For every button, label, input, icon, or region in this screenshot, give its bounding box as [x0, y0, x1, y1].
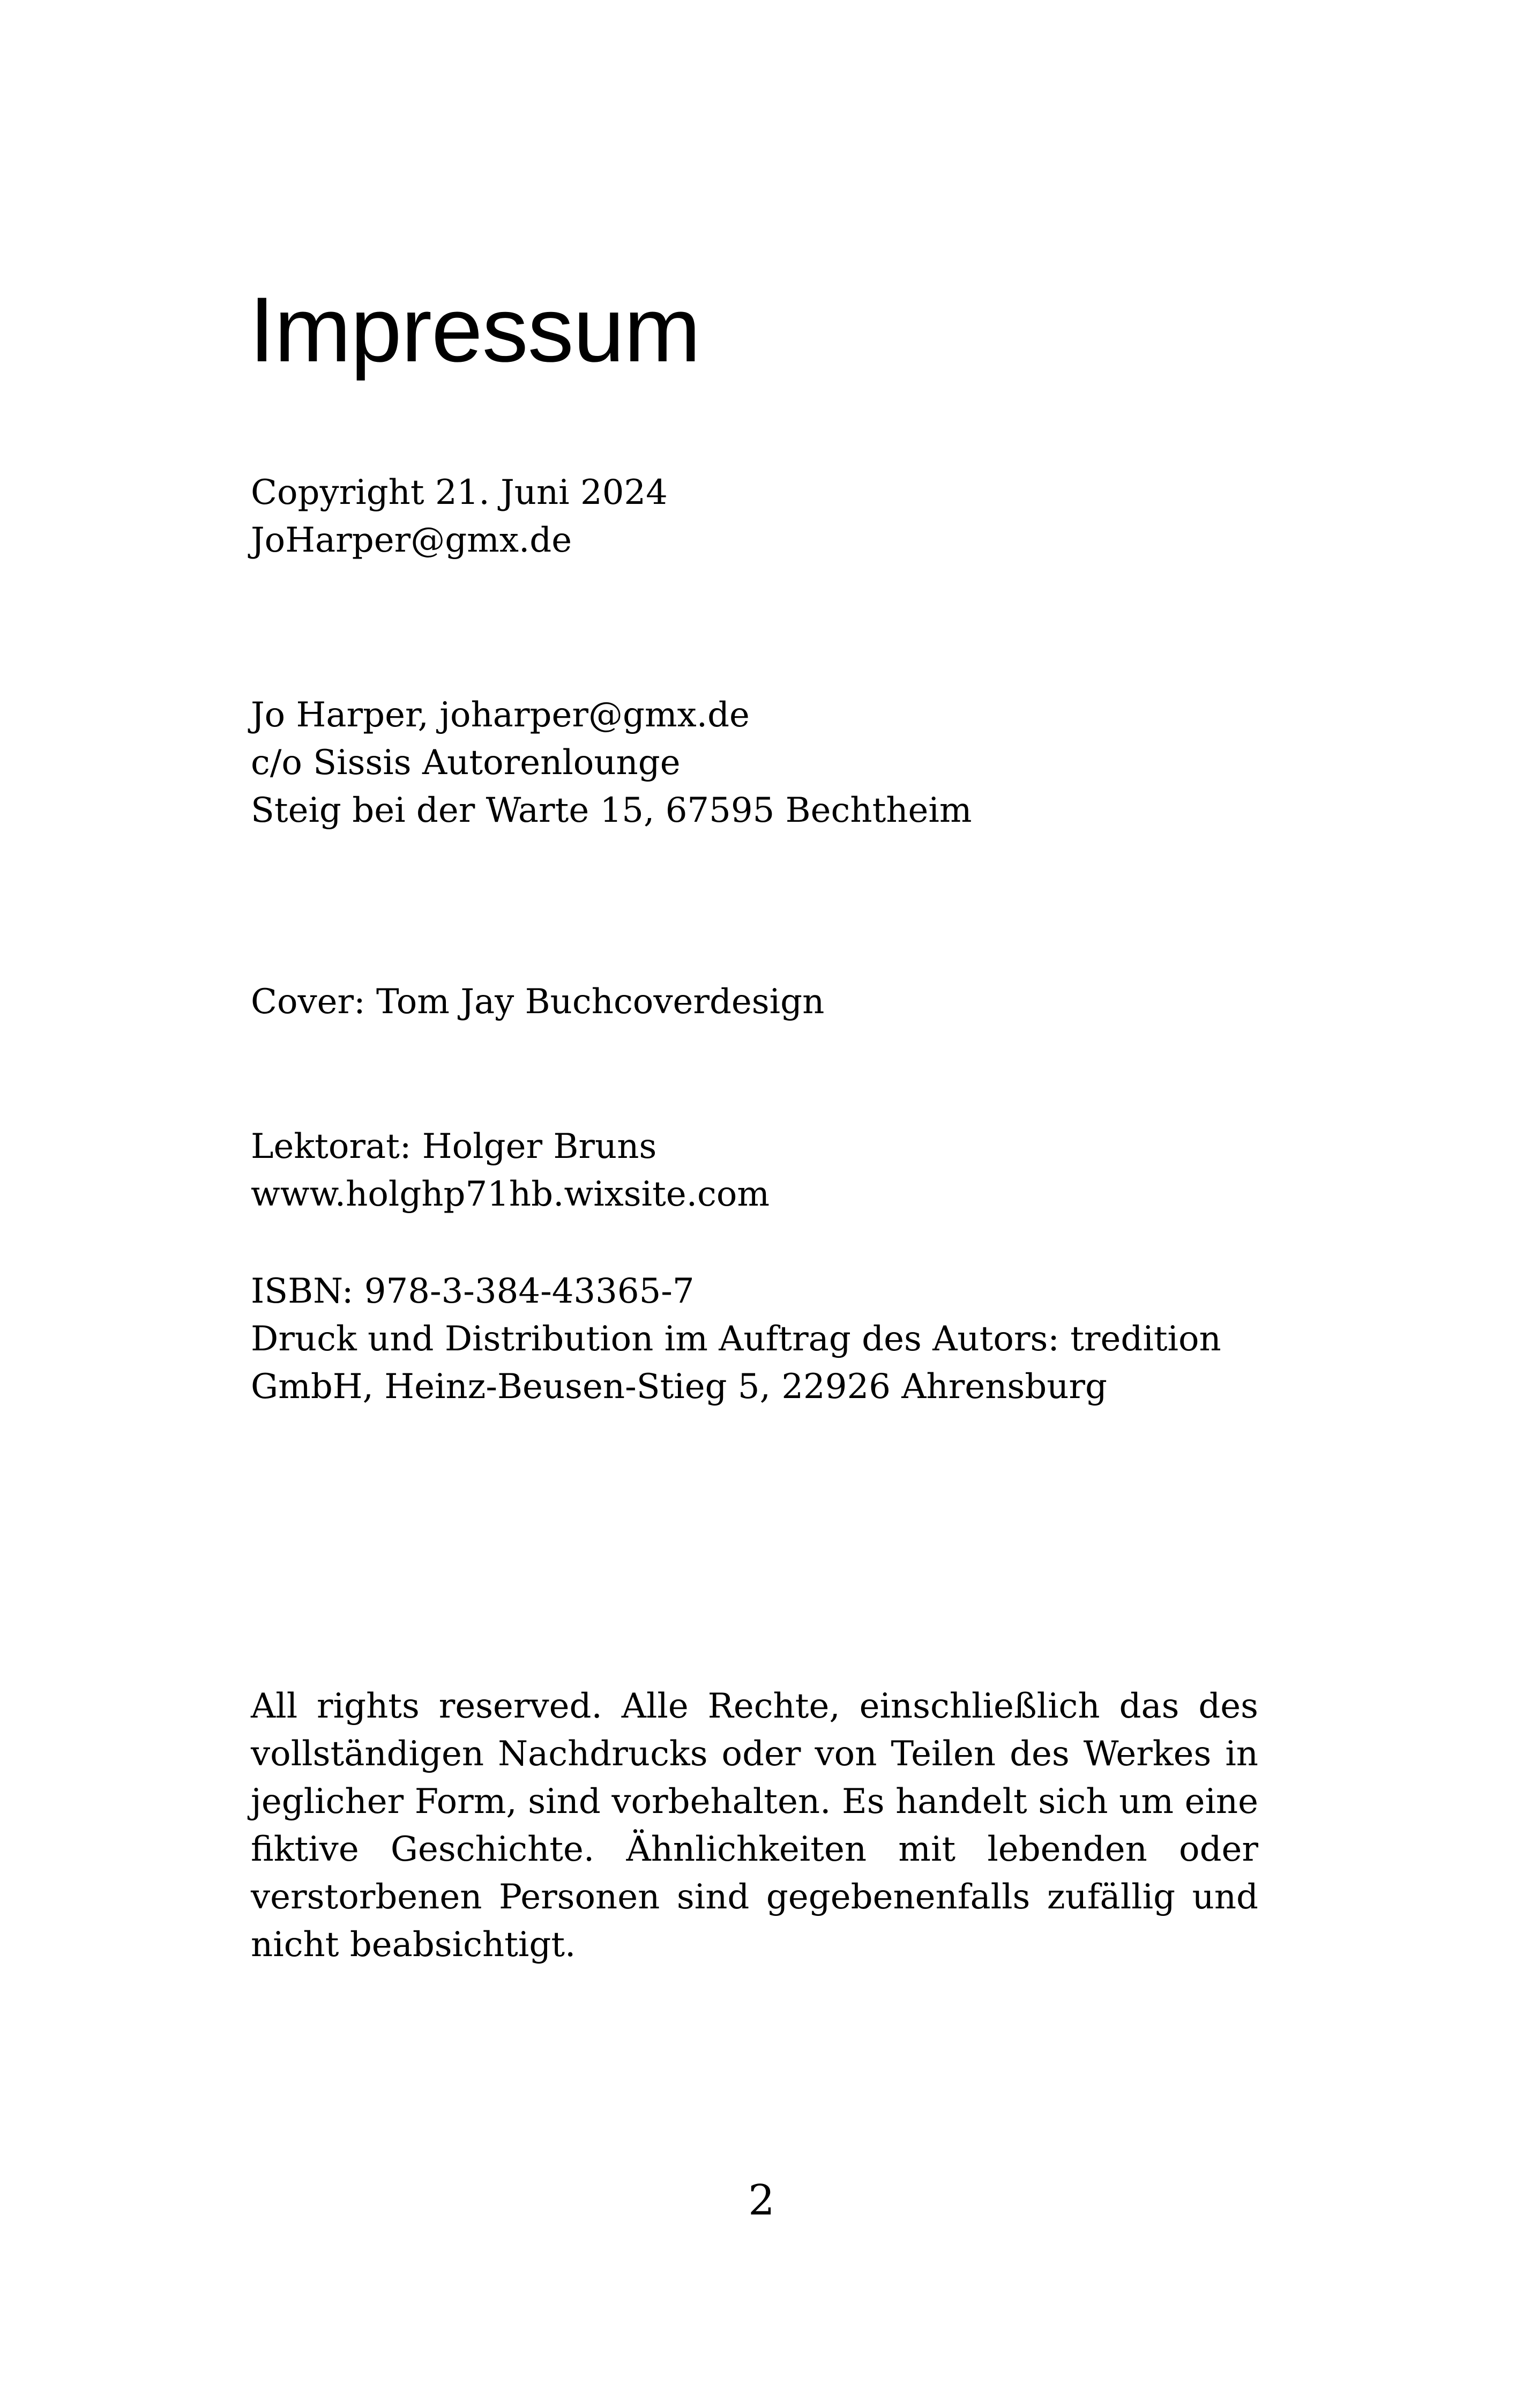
page-title: Impressum	[249, 278, 700, 381]
copyright-block	[251, 469, 1258, 564]
author-contact: Jo Harper, joharper@gmx.de	[251, 695, 750, 735]
cover-credit-block	[251, 978, 1258, 1026]
rights-notice: All rights reserved. Alle Rechte, einschließlich das des vollständigen Nachdrucks oder von Teilen des Werkes in jeglicher Form, sind vorbehalten. Es handelt sich um eine fiktive Geschichte. Ähnlichkeiten mit lebenden oder verstorbenen Personen sind gegebenenfalls zufällig und nicht beabsichtigt.	[251, 1686, 1258, 1965]
address-block	[251, 692, 1258, 835]
isbn-number: ISBN: 978-3-384-43365-7	[251, 1272, 695, 1311]
page-number: 2	[748, 2176, 775, 2225]
isbn-block	[251, 1268, 1258, 1411]
street-address: Steig bei der Warte 15, 67595 Bechtheim	[251, 791, 972, 830]
care-of-line: c/o Sissis Autorenlounge	[251, 743, 681, 783]
publisher-address: GmbH, Heinz-Beusen-Stieg 5, 22926 Ahrensburg	[251, 1367, 1107, 1407]
lektorat-website: www.holghp71hb.wixsite.com	[251, 1175, 770, 1214]
lektorat-name: Lektorat: Holger Bruns	[251, 1127, 657, 1166]
copyright-line: Copyright 21. Juni 2024	[251, 473, 668, 512]
lektorat-block	[251, 1123, 1258, 1218]
distribution-line: Druck und Distribution im Auftrag des Autors: tredition	[251, 1319, 1221, 1359]
copyright-email: JoHarper@gmx.de	[251, 521, 572, 560]
cover-credit: Cover: Tom Jay Buchcoverdesign	[251, 982, 825, 1022]
